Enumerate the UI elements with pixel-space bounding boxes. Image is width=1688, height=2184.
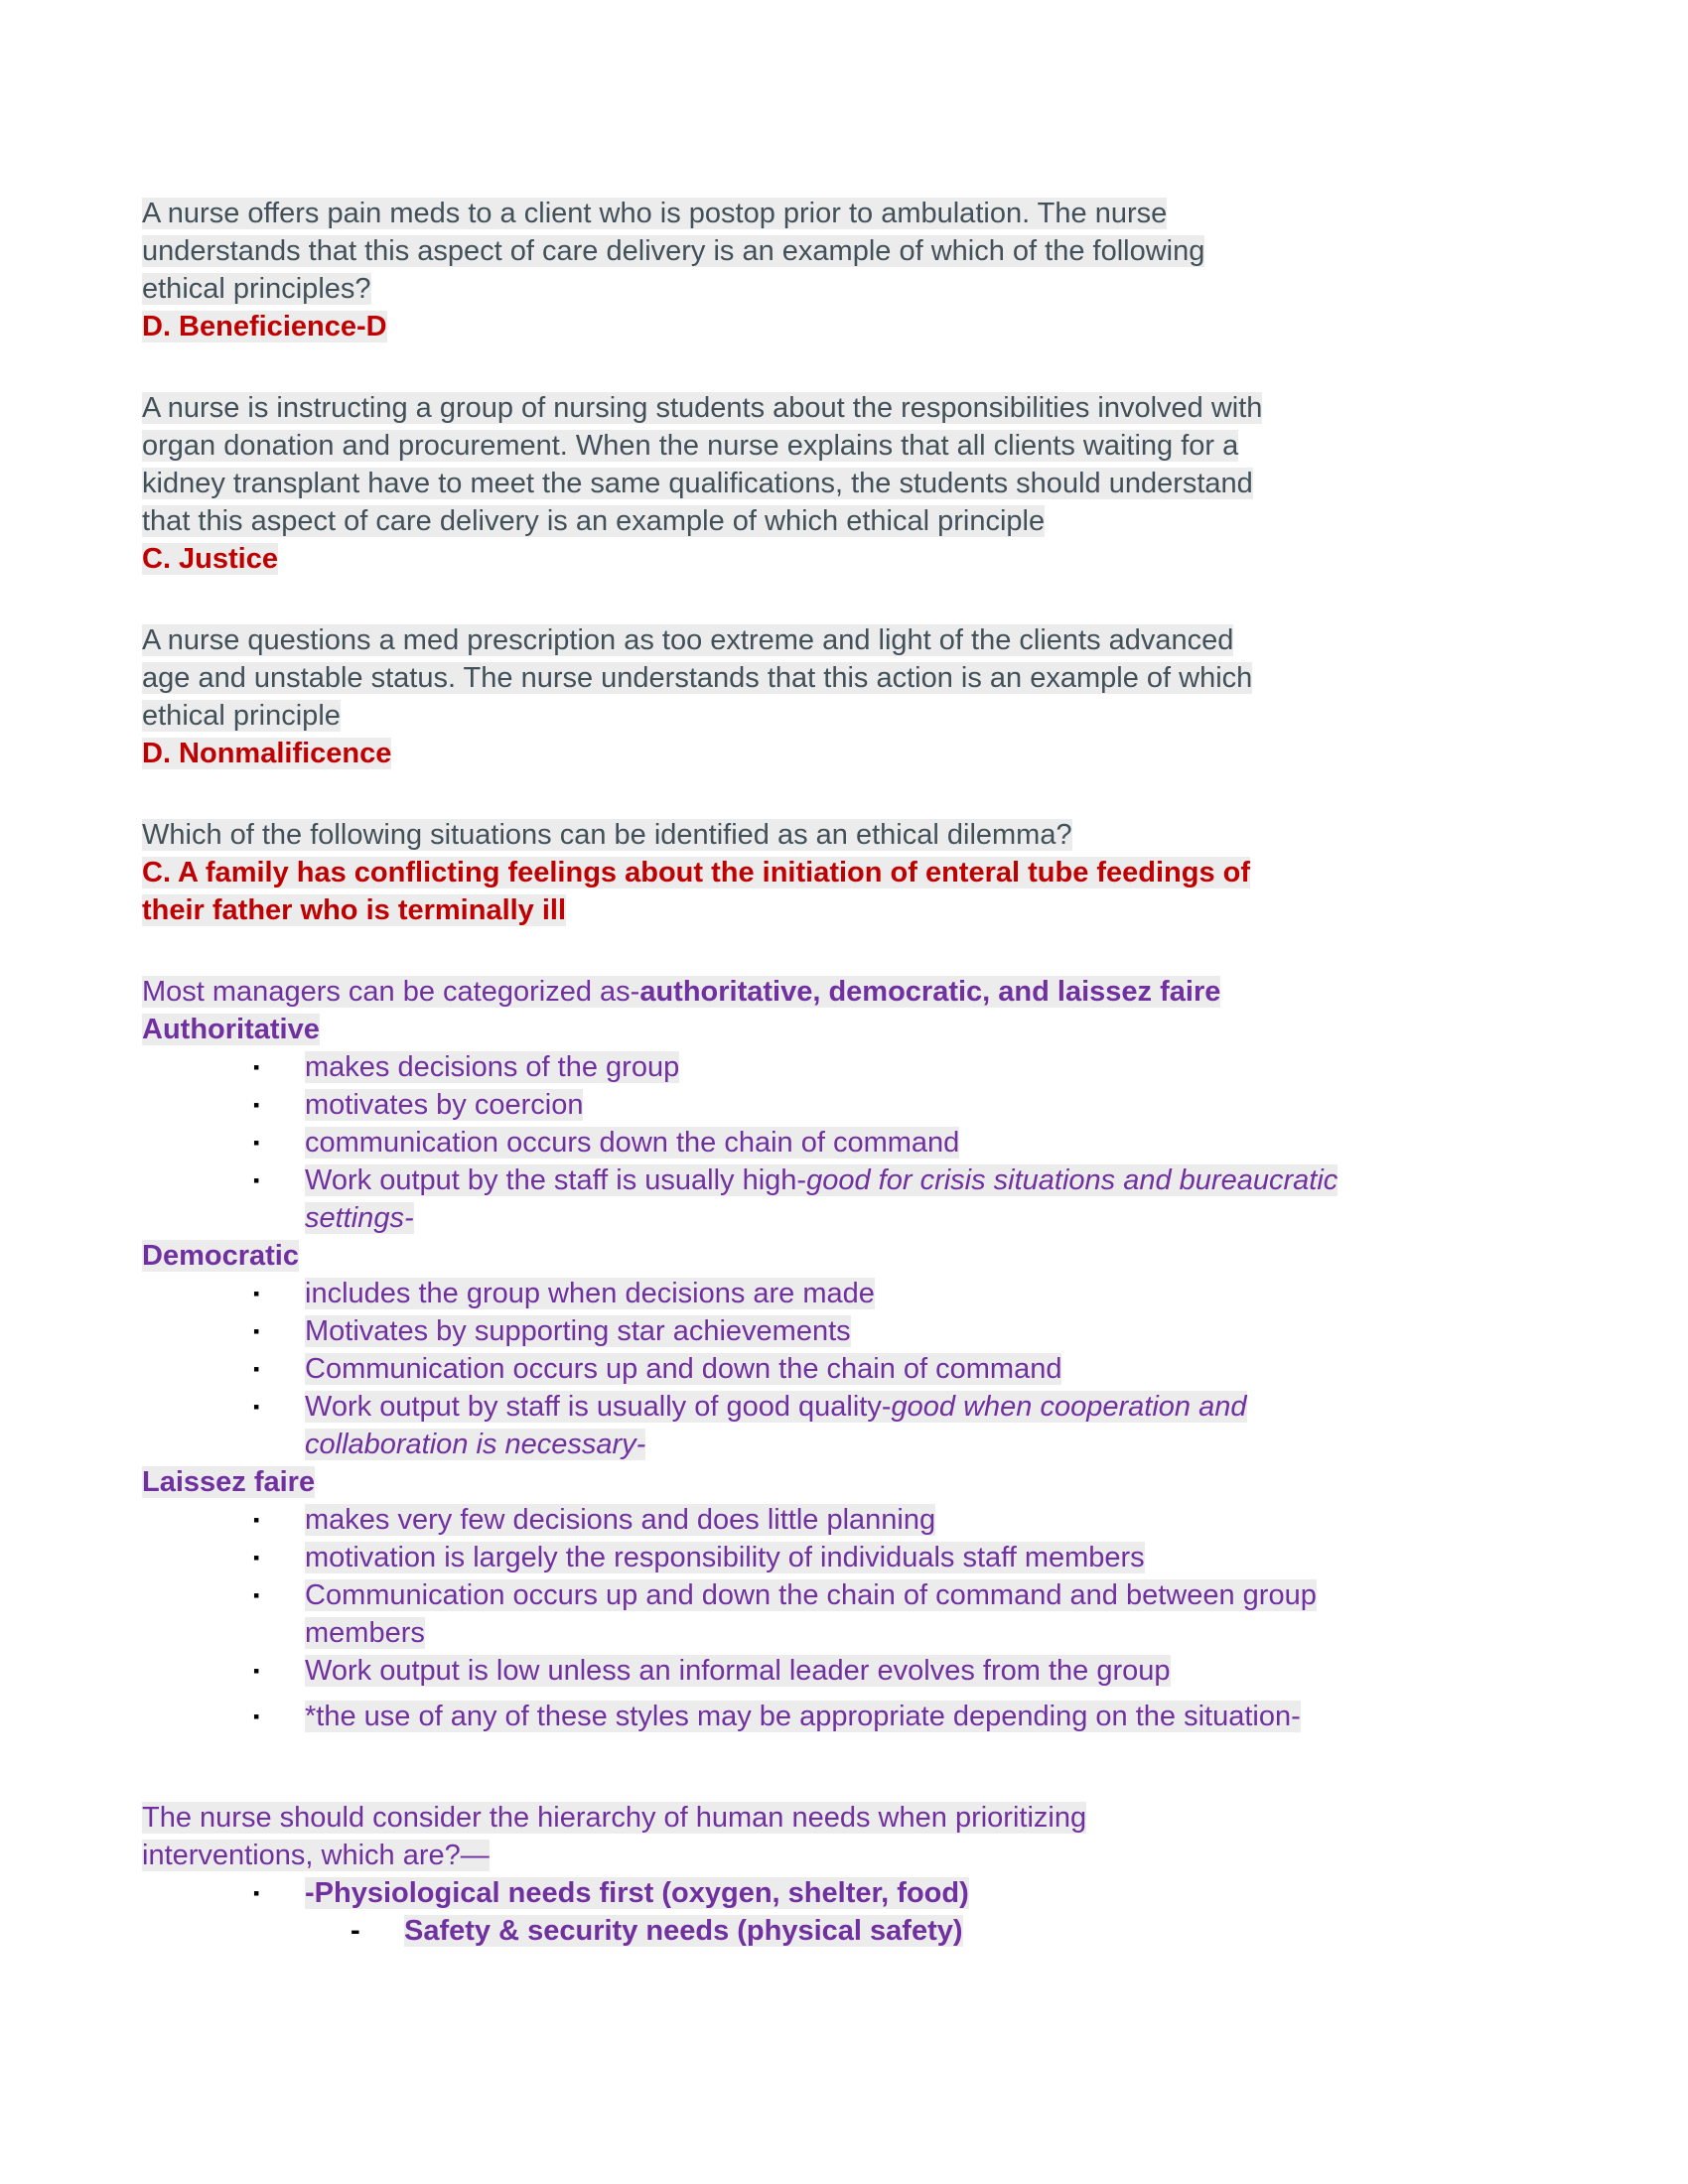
question-line: Which of the following situations can be identified as an ethical dilemma? — [142, 819, 1072, 851]
square-bullet-icon: ▪ — [253, 1321, 260, 1341]
spacer — [142, 345, 1410, 389]
question-line: ethical principles? — [142, 273, 371, 305]
question-line: organ donation and procurement. When the nurse explains that all clients waiting for a — [142, 430, 1239, 462]
style-heading-democratic: Democratic — [142, 1240, 299, 1272]
question-line: that this aspect of care delivery is an example of which ethical principle — [142, 505, 1046, 537]
ethics-qa-block-4 — [142, 816, 1410, 929]
bullet-item — [142, 1275, 1410, 1312]
question-line: A nurse questions a med prescription as too extreme and light of the clients advanced — [142, 624, 1234, 656]
bullet-text-italic: good for crisis situations and bureaucratic — [806, 1164, 1338, 1196]
bullet-text-italic: collaboration is necessary- — [305, 1429, 646, 1460]
bullet-text: motivates by coercion — [305, 1089, 584, 1121]
style-heading-laissez-faire: Laissez faire — [142, 1466, 316, 1498]
hierarchy-question-line: The nurse should consider the hierarchy of human needs when prioritizing — [142, 1802, 1087, 1834]
hierarchy-sub-bullet-text: Safety & security needs (physical safety) — [404, 1915, 963, 1947]
square-bullet-icon: ▪ — [253, 1548, 260, 1568]
bullet-item — [142, 1086, 1410, 1124]
bullet-item — [142, 1161, 1410, 1237]
bullet-text: makes very few decisions and does little planning — [305, 1504, 936, 1536]
bullet-item — [142, 1874, 1410, 1912]
managers-intro-text: Most managers can be categorized as- — [142, 976, 640, 1008]
answer-line: D. Beneficience-D — [142, 311, 387, 342]
bullet-item — [142, 1124, 1410, 1161]
bullet-text: Work output by the staff is usually high- — [305, 1164, 807, 1196]
bullet-item — [142, 1698, 1410, 1735]
spacer — [142, 772, 1410, 816]
hierarchy-question-line: interventions, which are?— — [142, 1840, 490, 1871]
square-bullet-icon: ▪ — [253, 1284, 260, 1303]
bullet-text: makes decisions of the group — [305, 1051, 680, 1083]
spacer-large — [142, 1735, 1410, 1799]
ethics-qa-block-3 — [142, 621, 1410, 772]
bullet-text: Work output by staff is usually of good quality- — [305, 1391, 892, 1423]
bullet-item — [142, 1388, 1410, 1463]
style-heading-authoritative: Authoritative — [142, 1014, 320, 1045]
bullet-text: Communication occurs up and down the chain of command and between group — [305, 1579, 1317, 1611]
bullet-text: Work output is low unless an informal leader evolves from the group — [305, 1655, 1171, 1687]
dash-bullet-icon: - — [351, 1915, 360, 1947]
question-line: A nurse is instructing a group of nursing students about the responsibilities involved with — [142, 392, 1263, 424]
answer-line: C. A family has conflicting feelings about the initiation of enteral tube feedings of — [142, 857, 1251, 888]
question-line: A nurse offers pain meds to a client who is postop prior to ambulation. The nurse — [142, 198, 1168, 229]
style-heading-laissez-row — [142, 1463, 1410, 1501]
square-bullet-icon: ▪ — [253, 1133, 260, 1153]
style-heading-democratic-row — [142, 1237, 1410, 1275]
square-bullet-icon: ▪ — [253, 1510, 260, 1530]
square-bullet-icon: ▪ — [253, 1095, 260, 1115]
bullet-text-italic: settings- — [305, 1202, 414, 1234]
bullet-text: members — [305, 1617, 425, 1649]
bullet-item — [142, 1350, 1410, 1388]
answer-line: D. Nonmalificence — [142, 738, 392, 769]
square-bullet-icon: ▪ — [253, 1706, 260, 1726]
bullet-text: motivation is largely the responsibility of individuals staff members — [305, 1542, 1145, 1573]
square-bullet-icon: ▪ — [253, 1397, 260, 1417]
square-bullet-icon: ▪ — [253, 1057, 260, 1077]
bullet-item — [142, 1501, 1410, 1539]
bullet-text: includes the group when decisions are made — [305, 1278, 875, 1309]
bullet-item — [142, 1539, 1410, 1576]
ethics-qa-block-2 — [142, 389, 1410, 578]
ethics-qa-block-1 — [142, 195, 1410, 345]
question-line: understands that this aspect of care delivery is an example of which of the following — [142, 235, 1205, 267]
bullet-text-italic: good when cooperation and — [891, 1391, 1247, 1423]
bullet-item — [142, 1576, 1410, 1652]
sub-bullet-item — [142, 1912, 1410, 1950]
hierarchy-bullet-text: -Physiological needs first (oxygen, shelter, food) — [305, 1877, 969, 1909]
bullet-item — [142, 1048, 1410, 1086]
bullet-text: communication occurs down the chain of command — [305, 1127, 960, 1159]
spacer — [142, 929, 1410, 973]
question-line: age and unstable status. The nurse understands that this action is an example of which — [142, 662, 1253, 694]
bullet-text: Communication occurs up and down the chain of command — [305, 1353, 1062, 1385]
spacer — [142, 578, 1410, 621]
managers-intro-bold: authoritative, democratic, and laissez faire — [639, 976, 1221, 1008]
question-line: ethical principle — [142, 700, 341, 732]
question-line: kidney transplant have to meet the same qualifications, the students should understand — [142, 468, 1253, 499]
bullet-item — [142, 1312, 1410, 1350]
answer-line: C. Justice — [142, 543, 278, 575]
square-bullet-icon: ▪ — [253, 1359, 260, 1379]
bullet-item — [142, 1652, 1410, 1690]
management-styles-intro — [142, 973, 1410, 1048]
square-bullet-icon: ▪ — [253, 1661, 260, 1681]
square-bullet-icon: ▪ — [253, 1170, 260, 1190]
square-bullet-icon: ▪ — [253, 1883, 260, 1903]
bullet-text: Motivates by supporting star achievements — [305, 1315, 851, 1347]
bullet-text: *the use of any of these styles may be appropriate depending on the situation- — [305, 1701, 1301, 1732]
answer-line: their father who is terminally ill — [142, 894, 567, 926]
square-bullet-icon: ▪ — [253, 1585, 260, 1605]
hierarchy-question — [142, 1799, 1410, 1874]
